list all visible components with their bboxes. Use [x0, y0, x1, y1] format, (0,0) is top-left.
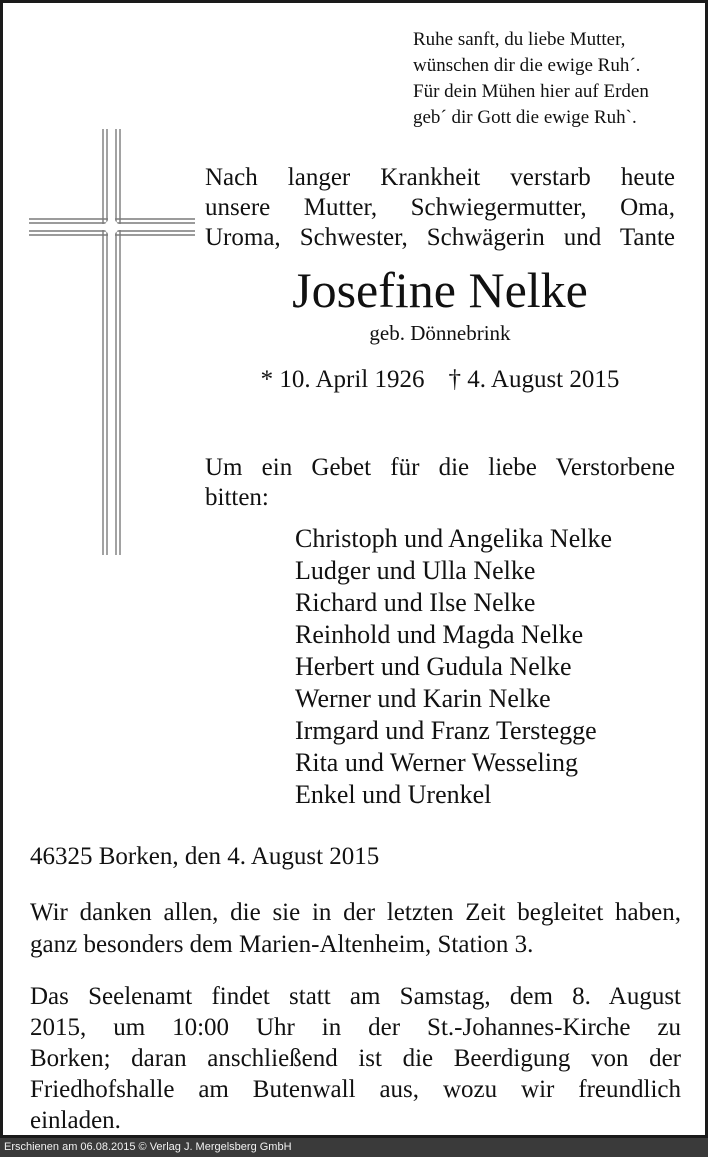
announcement-line: Uroma, Schwester, Schwägerin und Tante — [205, 224, 675, 251]
life-dates — [205, 363, 675, 397]
death-announcement — [205, 163, 675, 253]
mourners-list — [295, 523, 695, 811]
service-info — [30, 981, 681, 1136]
list-item: Richard und Ilse Nelke — [295, 588, 536, 617]
service-line: Borken; daran anschließend ist die Beerdigung von der — [30, 1045, 681, 1072]
birth-date: * 10. April 1926 — [260, 366, 425, 393]
prayer-line: Um ein Gebet für die liebe Verstorbene — [205, 454, 675, 481]
verse-line: Für dein Mühen hier auf Erden — [413, 81, 649, 102]
service-line: 2015, um 10:00 Uhr in der St.-Johannes-Kirche zu — [30, 1014, 681, 1041]
thanks-note — [30, 897, 681, 961]
list-item: Enkel und Urenkel — [295, 780, 492, 809]
deceased-name: Josefine Nelke — [292, 262, 588, 318]
service-line: Friedhofshalle am Butenwall aus, wozu wir freundlich — [30, 1076, 681, 1103]
prayer-request — [205, 453, 675, 513]
list-item: Rita und Werner Wesseling — [295, 748, 578, 777]
maiden-name: geb. Dönnebrink — [369, 321, 511, 345]
thanks-line: Wir danken allen, die sie in der letzten Zeit begleitet haben, — [30, 899, 681, 926]
verse-line: Ruhe sanft, du liebe Mutter, — [413, 29, 626, 50]
verse-line: geb´ dir Gott die ewige Ruh`. — [413, 107, 637, 128]
death-date: † 4. August 2015 — [448, 366, 620, 393]
service-line: Das Seelenamt findet statt am Samstag, dem 8. August — [30, 983, 681, 1010]
announcement-line: Nach langer Krankheit verstarb heute — [205, 164, 675, 191]
list-item: Ludger und Ulla Nelke — [295, 556, 536, 585]
prayer-line: bitten: — [205, 484, 269, 511]
list-item: Christoph und Angelika Nelke — [295, 524, 613, 553]
cross-icon — [27, 127, 197, 559]
verse-line: wünschen dir die ewige Ruh´. — [413, 55, 641, 76]
list-item: Irmgard und Franz Terstegge — [295, 716, 597, 745]
list-item: Werner und Karin Nelke — [295, 684, 551, 713]
memorial-verse — [413, 27, 703, 131]
service-line: einladen. — [30, 1107, 121, 1134]
list-item: Herbert und Gudula Nelke — [295, 652, 572, 681]
thanks-line: ganz besonders dem Marien-Altenheim, Station 3. — [30, 931, 534, 958]
announcement-line: unsere Mutter, Schwiegermutter, Oma, — [205, 194, 675, 221]
publication-footer: Erschienen am 06.08.2015 © Verlag J. Mergelsberg GmbH — [0, 1138, 708, 1157]
list-item: Reinhold und Magda Nelke — [295, 620, 584, 649]
place-and-date: 46325 Borken, den 4. August 2015 — [30, 843, 380, 870]
